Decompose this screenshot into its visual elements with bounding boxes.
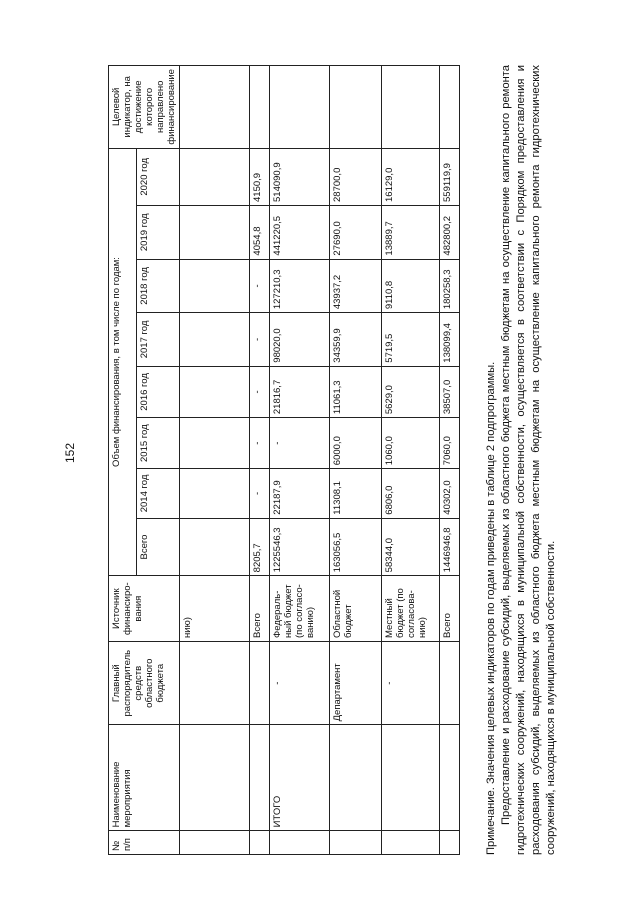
note-line: Примечание. Значения целевых индикаторов по годам приведены в таблице 2 подпрограммы. [485, 361, 497, 855]
table-header-row [109, 66, 137, 855]
table-row [382, 66, 440, 855]
cell-source: Всего [250, 576, 270, 642]
cell-value: 5719,5 [382, 313, 440, 367]
cell-value: 1060,0 [382, 418, 440, 469]
cell-value: 138099,4 [440, 313, 460, 367]
cell-num [180, 831, 250, 855]
note-paragraph: Предоставление и расходование субсидий, выделяемых из областного бюджета местным бюджетам на осуществление капитального ремонта гидротехнических сооружений, находящихся в муниципальной собственности, осуществляется в соответствии с Порядком предоставления и расходования субсидий, выделяемых из областного бюджета местным бюджетам на осуществление капитального ремонта гидротехнических сооружений, находящихся в муниципальной собственности. [500, 65, 557, 855]
cell-value: 7060,0 [440, 418, 460, 469]
cell-value: 11308,1 [330, 469, 382, 519]
page-number: 152 [63, 442, 77, 464]
header-year: 2017 год [136, 313, 179, 367]
cell-value: - [250, 313, 270, 367]
cell-value: 441220,5 [270, 205, 330, 259]
cell-value [180, 205, 250, 259]
cell-source: Всего [440, 576, 460, 642]
cell-value: 4150,9 [250, 148, 270, 205]
header-volume: Объем финансирования, в том числе по годам: [109, 148, 137, 576]
cell-name [180, 725, 250, 831]
cell-manager: - [270, 641, 330, 724]
header-name: Наименование мероприятия [109, 725, 180, 831]
cell-value: 28700,0 [330, 148, 382, 205]
cell-total: 163056,5 [330, 518, 382, 576]
cell-value: 6000,0 [330, 418, 382, 469]
cell-indicator [250, 66, 270, 149]
cell-manager [440, 641, 460, 724]
table-row [250, 66, 270, 855]
cell-value [180, 469, 250, 519]
cell-value: 16129,0 [382, 148, 440, 205]
header-year: 2019 год [136, 205, 179, 259]
header-num: № п/п [109, 831, 180, 855]
header-year: 2020 год [136, 148, 179, 205]
cell-value: 514090,9 [270, 148, 330, 205]
header-indicator: Целевой индикатор, на достижение которого направлено финансирование [109, 66, 180, 149]
cell-manager: - [382, 641, 440, 724]
cell-value: 5629,0 [382, 366, 440, 417]
cell-total [180, 518, 250, 576]
cell-value [180, 418, 250, 469]
cell-num [250, 831, 270, 855]
cell-value [180, 148, 250, 205]
note-block [484, 65, 559, 855]
cell-value: - [250, 366, 270, 417]
cell-value: 43937,2 [330, 259, 382, 313]
cell-total: 1225546,3 [270, 518, 330, 576]
cell-value: 34359,9 [330, 313, 382, 367]
cell-value: 13889,7 [382, 205, 440, 259]
cell-value: 22187,9 [270, 469, 330, 519]
cell-source: Областной бюджет [330, 576, 382, 642]
cell-manager: Департамент [330, 641, 382, 724]
cell-value: 127210,3 [270, 259, 330, 313]
cell-value: 98020,0 [270, 313, 330, 367]
cell-value: - [250, 469, 270, 519]
cell-indicator [270, 66, 330, 149]
header-year: 2018 год [136, 259, 179, 313]
header-year: 2014 год [136, 469, 179, 519]
cell-name [330, 725, 382, 831]
cell-value: - [270, 418, 330, 469]
cell-num [330, 831, 382, 855]
cell-name [440, 725, 460, 831]
cell-num [440, 831, 460, 855]
header-year: 2015 год [136, 418, 179, 469]
cell-total: 1446946,8 [440, 518, 460, 576]
cell-num [270, 831, 330, 855]
cell-value: - [250, 259, 270, 313]
table-row [330, 66, 382, 855]
cell-source: Федераль-ный бюджет (по согласо-ванию) [270, 576, 330, 642]
cell-value: 27690,0 [330, 205, 382, 259]
cell-value: 40302,0 [440, 469, 460, 519]
cell-manager [250, 641, 270, 724]
cell-value: 38507,0 [440, 366, 460, 417]
cell-value [180, 259, 250, 313]
table-row [180, 66, 250, 855]
cell-name [250, 725, 270, 831]
cell-value: 9110,8 [382, 259, 440, 313]
cell-value: 4054,8 [250, 205, 270, 259]
cell-value [180, 366, 250, 417]
header-manager: Главный распорядитель средств областного бюджета [109, 641, 180, 724]
cell-num [382, 831, 440, 855]
cell-name: ИТОГО [270, 725, 330, 831]
cell-value: 559119,9 [440, 148, 460, 205]
financing-table [108, 65, 460, 855]
header-total: Всего [136, 518, 179, 576]
cell-indicator [180, 66, 250, 149]
header-source: Источник финансиро-вания [109, 576, 180, 642]
header-year: 2016 год [136, 366, 179, 417]
cell-value: - [250, 418, 270, 469]
cell-indicator [382, 66, 440, 149]
cell-value: 482800,2 [440, 205, 460, 259]
cell-value: 180258,3 [440, 259, 460, 313]
table-row [270, 66, 330, 855]
cell-total: 8205,7 [250, 518, 270, 576]
cell-value: 21816,7 [270, 366, 330, 417]
cell-value: 6806,0 [382, 469, 440, 519]
cell-indicator [330, 66, 382, 149]
cell-value: 11061,3 [330, 366, 382, 417]
cell-value [180, 313, 250, 367]
table-row [440, 66, 460, 855]
cell-name [382, 725, 440, 831]
cell-total: 58344,0 [382, 518, 440, 576]
cell-source: нию) [180, 576, 250, 642]
cell-manager [180, 641, 250, 724]
cell-indicator [440, 66, 460, 149]
cell-source: Местный бюджет (по согласова-нию) [382, 576, 440, 642]
rotated-page-content [108, 65, 557, 855]
